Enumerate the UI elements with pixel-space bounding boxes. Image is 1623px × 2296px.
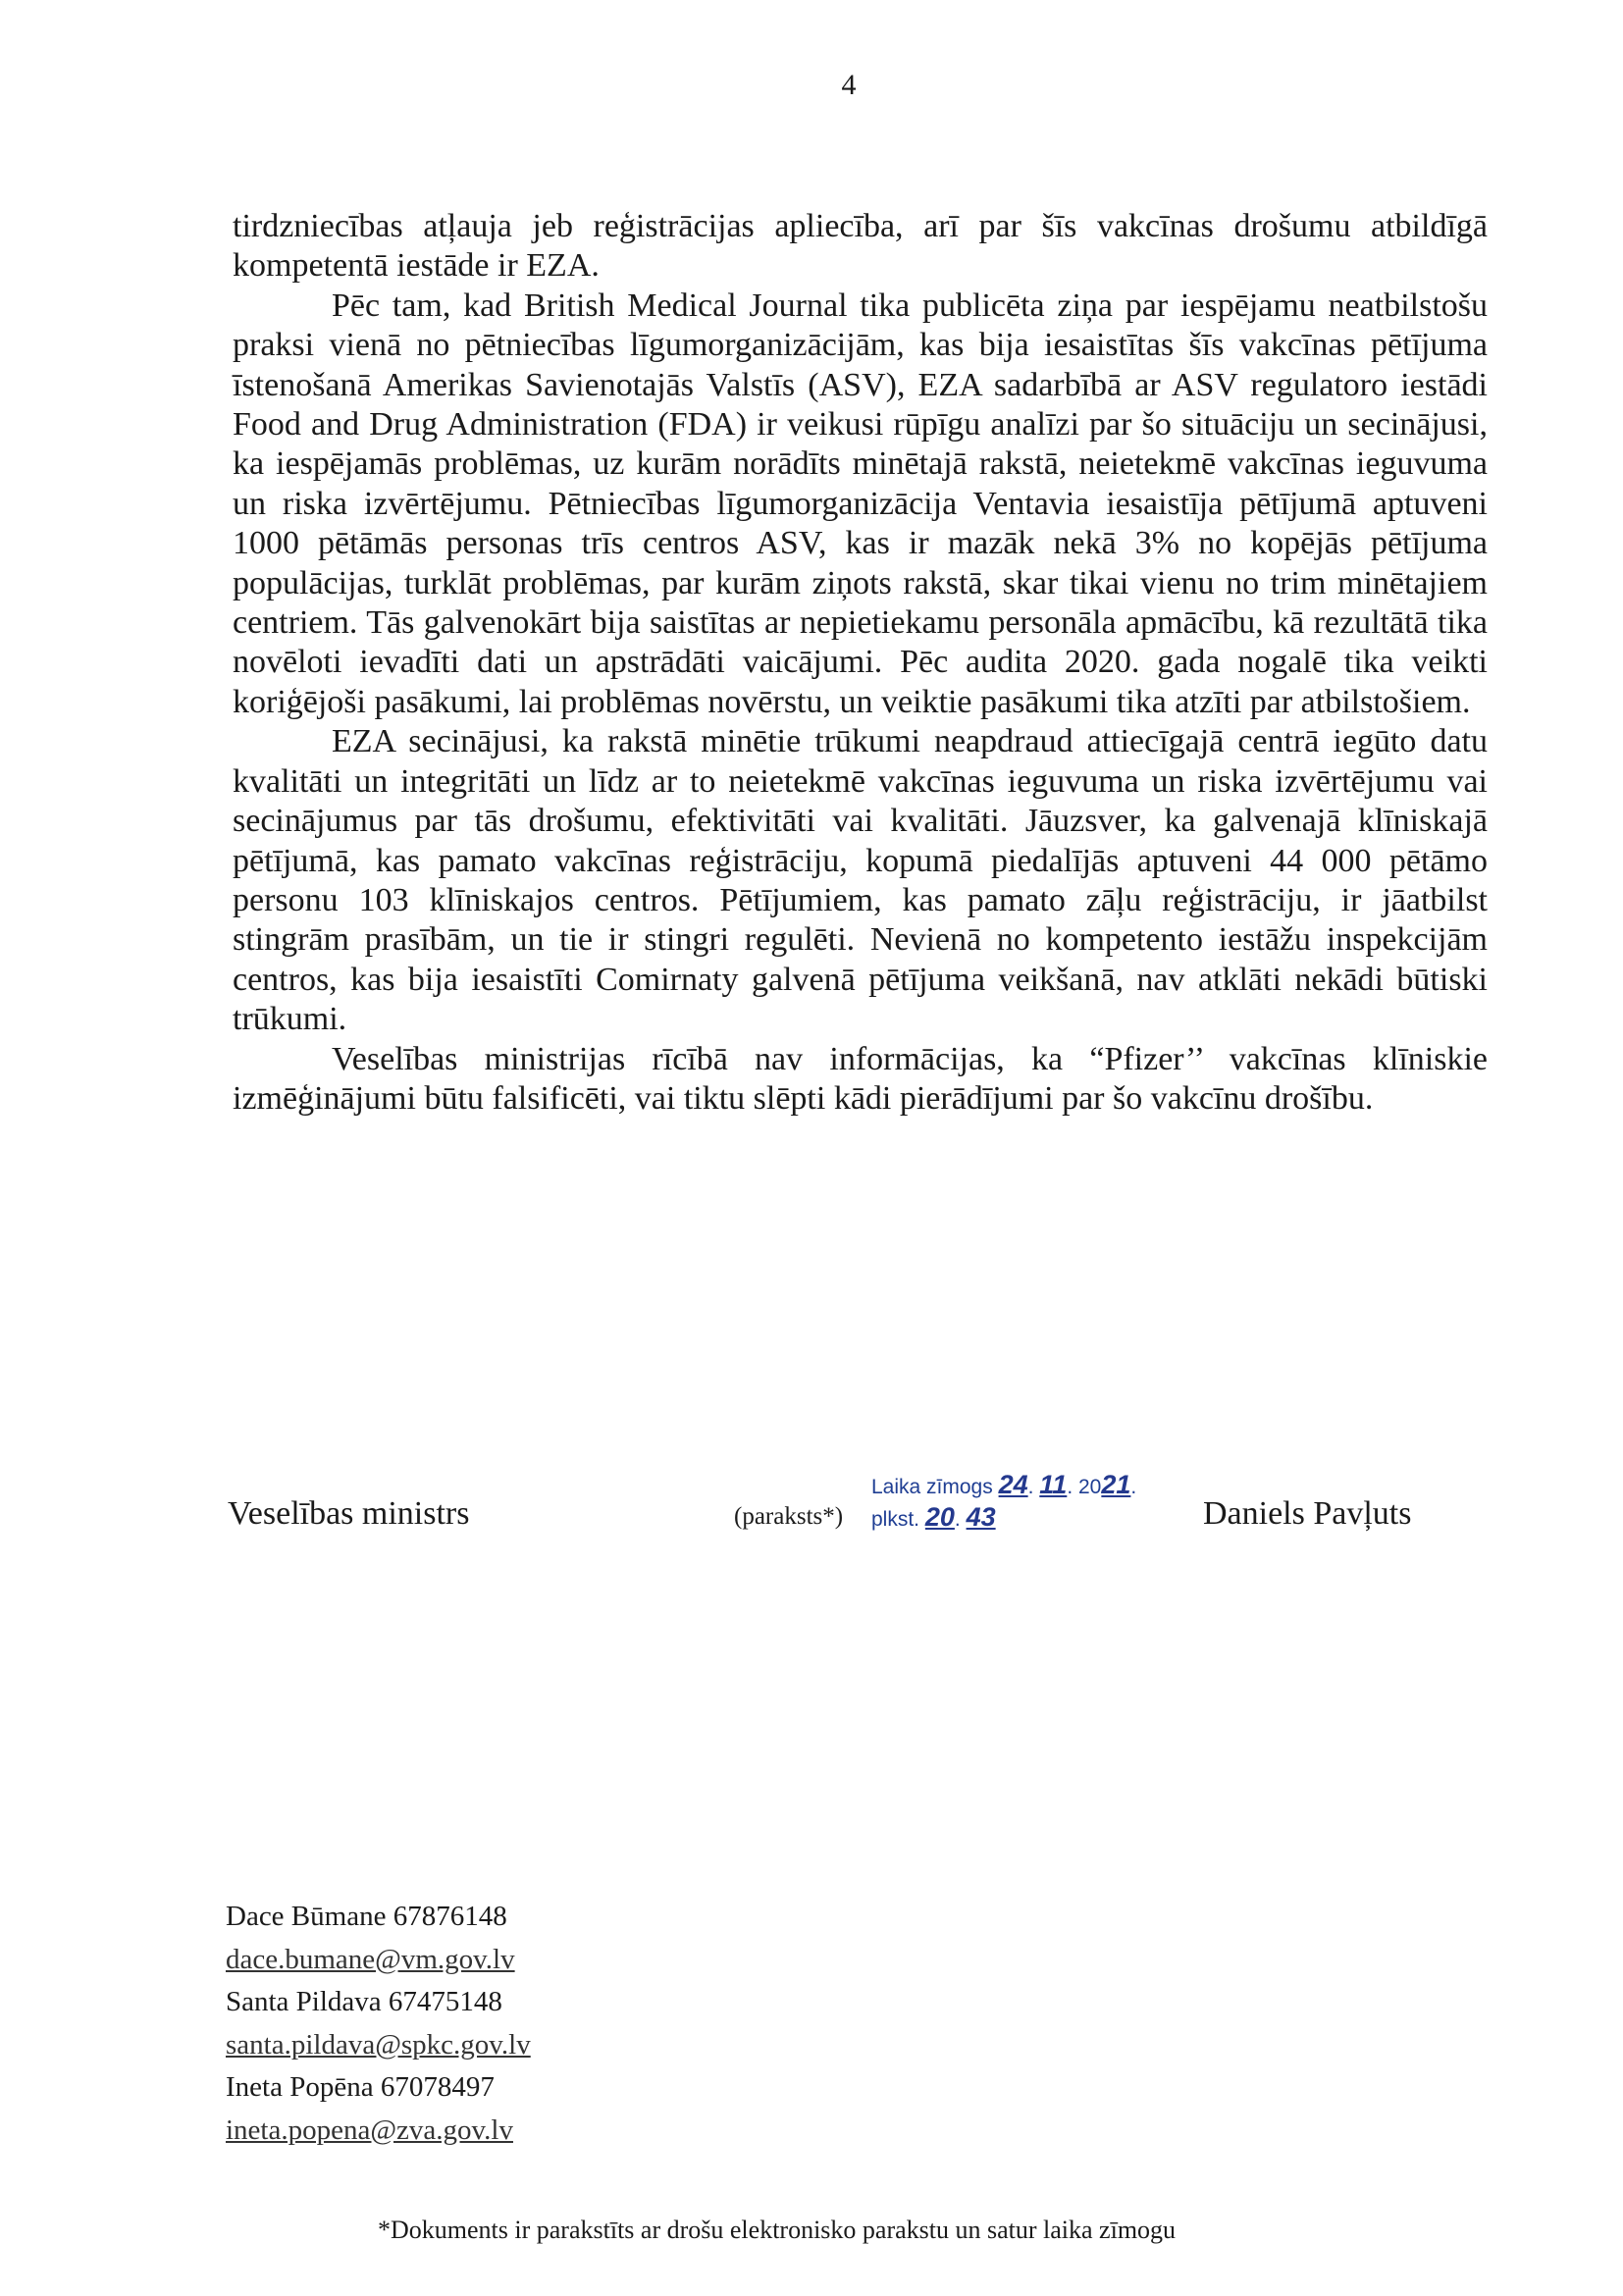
- stamp-hour: 20: [924, 1502, 955, 1532]
- contact-email[interactable]: ineta.popena@zva.gov.lv: [226, 2113, 513, 2146]
- footnote: *Dokuments ir parakstīts ar drošu elektronisko parakstu un satur laika zīmogu: [378, 2216, 1177, 2244]
- paragraph-3: EZA secinājusi, ka rakstā minētie trūkumi neapdraud attiecīgajā centrā iegūto datu kvalitāti un integritāti un līdz ar to neietekmē vakcīnas ieguvuma un riska izvērtējumu vai secinājumus par tās drošumu, efektivitāti vai kvalitāti. Jāuzsver, ka galvenajā klīniskajā pētījumā, kas pamato vakcīnas reģistrāciju, kopumā piedalījās aptuveni 44 000 pētāmo personu 103 klīniskajos centros. Pētījumiem, kas pamato zāļu reģistrāciju, ir jāatbilst stingrām prasībām, un tie ir stingri regulēti. Nevienā no kompetento iestāžu inspekcijām centros, kas bija iesaistīti Comirnaty galvenā pētījuma veikšanā, nav atklāti nekādi būtiski trūkumi.: [233, 723, 1488, 1038]
- contact-email[interactable]: santa.pildava@spkc.gov.lv: [226, 2028, 531, 2061]
- time-stamp: [871, 1470, 1136, 1535]
- stamp-time-line: plkst. 20. 43: [871, 1502, 996, 1532]
- stamp-label: Laika zīmogs: [871, 1476, 993, 1498]
- contact-email[interactable]: dace.bumane@vm.gov.lv: [226, 1943, 515, 1975]
- stamp-year-suffix: 21: [1101, 1470, 1131, 1499]
- stamp-month: 11: [1039, 1470, 1068, 1499]
- contacts-block: [226, 1896, 531, 2152]
- stamp-date-line: Laika zīmogs 24. 11. 2021.: [871, 1470, 1137, 1499]
- stamp-year-prefix: 20: [1078, 1476, 1102, 1498]
- paragraph-4: Veselības ministrijas rīcībā nav informācijas, ka “Pfizer’’ vakcīnas klīniskie izmēģinājumi būtu falsificēti, vai tiktu slēpti kādi pierādījumi par šo vakcīnu drošību.: [233, 1040, 1488, 1117]
- body-text: [233, 207, 1488, 1119]
- stamp-time-label: plkst.: [871, 1508, 920, 1531]
- paragraph-2: Pēc tam, kad British Medical Journal tika publicēta ziņa par iespējamu neatbilstošu praksi vienā no pētniecības līgumorganizācijām, kas bija iesaistītas šīs vakcīnas pētījuma īstenošanā Amerikas Savienotajās Valstīs (ASV), EZA sadarbībā ar ASV regulatoro iestādi Food and Drug Administration (FDA) ir veikusi rūpīgu analīzi par šo situāciju un secinājusi, ka iespējamās problēmas, uz kurām norādīts minētajā rakstā, neietekmē vakcīnas ieguvuma un riska izvērtējumu. Pētniecības līgumorganizācija Ventavia iesaistīja pētījumā aptuveni 1000 pētāmās personas trīs centros ASV, kas ir mazāk nekā 3% no kopējās pētījuma populācijas, turklāt problēmas, par kurām ziņots rakstā, skar tikai vienu no trim minētajiem centriem. Tās galvenokārt bija saistītas ar nepietiekamu personāla apmācību, kā rezultātā tika novēloti ievadīti dati un apstrādāti vaicājumi. Pēc audita 2020. gada nogalē tika veikti koriģējoši pasākumi, lai problēmas novērstu, un veiktie pasākumi tika atzīti par atbilstošiem.: [233, 287, 1488, 720]
- stamp-minute: 43: [966, 1502, 996, 1532]
- page-number: 4: [841, 69, 857, 101]
- signature-placeholder: (paraksts*): [734, 1503, 844, 1530]
- contact-name-phone: Santa Pildava 67475148: [226, 1986, 502, 2017]
- contact-name-phone: Dace Būmane 67876148: [226, 1901, 507, 1932]
- paragraph-1: tirdzniecības atļauja jeb reģistrācijas apliecība, arī par šīs vakcīnas drošumu atbildīgā kompetentā iestāde ir EZA.: [233, 208, 1488, 285]
- signatory-name: Daniels Pavļuts: [1203, 1495, 1412, 1532]
- signatory-role: Veselības ministrs: [228, 1495, 470, 1532]
- stamp-day: 24: [998, 1470, 1028, 1499]
- contact-name-phone: Ineta Popēna 67078497: [226, 2071, 495, 2103]
